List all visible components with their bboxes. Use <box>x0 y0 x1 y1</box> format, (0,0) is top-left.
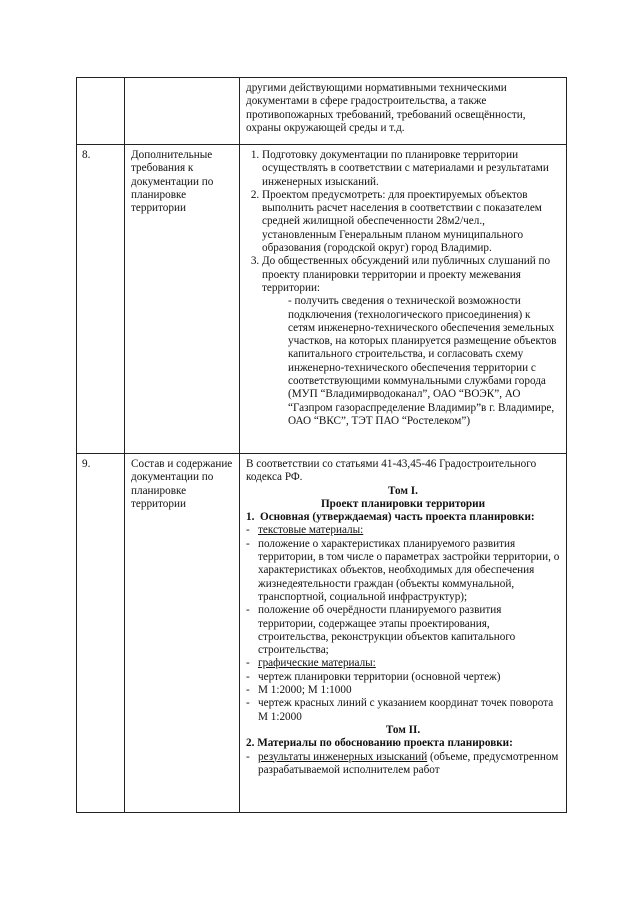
empty-cell <box>77 78 125 145</box>
sub-item: - получить сведения о технической возможности подключения (технологического присоединения) к сетям инженерно-технического обеспечения земельных участков, на которых планируется размещение объектов капитального строительства, и согласовать схему инженерно-технического обеспечения территории с соответствующими коммунальными службами города (МУП “Владимирводоканал”, ОАО “ВОЭК”, АО “Газпром газораспределение Владимир”в г. Владимире, ОАО “ВКС”, ТЭТ ПАО “Ростелеком”) <box>288 295 557 427</box>
list-item <box>246 751 560 778</box>
dash-marker: - <box>246 750 250 763</box>
dash-marker: - <box>246 697 250 710</box>
survey-link-text: результаты инженерных изысканий <box>258 750 428 763</box>
volume-title: Проект планировки территории <box>320 497 486 510</box>
bullet-text: чертеж красных линий с указанием координат точек поворота М 1:2000 <box>258 697 554 723</box>
intro-text: В соответствии со статьями 41-43,45-46 Градостроительного кодекса РФ. <box>246 458 537 484</box>
dash-marker: - <box>246 657 250 670</box>
section-label: текстовые материалы: <box>258 524 364 537</box>
table-row <box>77 78 567 145</box>
empty-cell <box>125 78 240 145</box>
requirements-table <box>76 77 567 813</box>
list-item: 3. До общественных обсуждений или публичных слушаний по проекту планировки территории и проекту межевания территории: <box>262 255 560 295</box>
row-title: Дополнительные требования к документации по планировке территории <box>125 145 240 454</box>
row-title: Состав и содержание документации по планировке территории <box>125 454 240 813</box>
row-number: 8. <box>77 145 125 454</box>
row-content <box>240 145 567 454</box>
bullet-text: положение о характеристиках планируемого развития территории, в том числе о параметрах застройки территории, о характеристиках объектов, необходимых для обеспечения жизнедеятельности граждан (объекты коммунальной, транспортной, социальной инфраструктур); <box>258 537 560 603</box>
list-item <box>246 657 560 670</box>
table-row <box>77 454 567 813</box>
continuation-text: другими действующими нормативными техническими документами в сфере градостроительства, а также противопожарных требований, требований освещённости, охраны окружающей среды и т.д. <box>240 78 567 145</box>
section-label: графические материалы: <box>258 657 376 670</box>
part-heading <box>246 511 560 524</box>
numbered-list <box>246 149 560 295</box>
bullet-text: чертеж планировки территории (основной чертеж) <box>258 670 501 683</box>
row-number: 9. <box>77 454 125 813</box>
bullet-text: положение об очерёдности планируемого развития территории, содержащее этапы проектирования, строительства, реконструкции объектов капитального строительства; <box>258 604 516 657</box>
list-item <box>246 524 560 537</box>
bullet-text <box>258 751 560 778</box>
volume-heading: Том II. <box>385 723 421 736</box>
dash-marker: - <box>246 537 250 550</box>
list-item <box>246 684 560 697</box>
list-item: 1. Подготовку документации по планировке территории осуществлять в соответствии с материалами и результатами инженерных изысканий. <box>262 149 560 189</box>
list-item <box>246 604 560 657</box>
volume-heading: Том I. <box>388 484 418 497</box>
part-title: Основная (утверждаемая) часть проекта планировки: <box>260 511 535 524</box>
dash-marker: - <box>246 524 250 537</box>
dash-marker: - <box>246 670 250 683</box>
bullet-text: М 1:2000; М 1:1000 <box>258 684 352 697</box>
part-title: 2. Материалы по обоснованию проекта планировки: <box>246 737 513 750</box>
row-content <box>240 454 567 813</box>
table-row <box>77 145 567 454</box>
list-item <box>246 671 560 684</box>
dash-marker: - <box>246 604 250 617</box>
dash-marker: - <box>246 684 250 697</box>
part-number: 1. <box>246 511 255 524</box>
list-item: 2. Проектом предусмотреть: для проектируемых объектов выполнить расчет населения в соответствии с показателем средней жилищной обеспеченности 28м2/чел., установленным Генеральным планом муниципального образования (городской округ) город Владимир. <box>262 189 560 255</box>
survey-rest-text: (объеме, предусмотренном разрабатываемой исполнителем работ <box>258 750 559 776</box>
list-item <box>246 697 560 724</box>
list-item <box>246 538 560 604</box>
